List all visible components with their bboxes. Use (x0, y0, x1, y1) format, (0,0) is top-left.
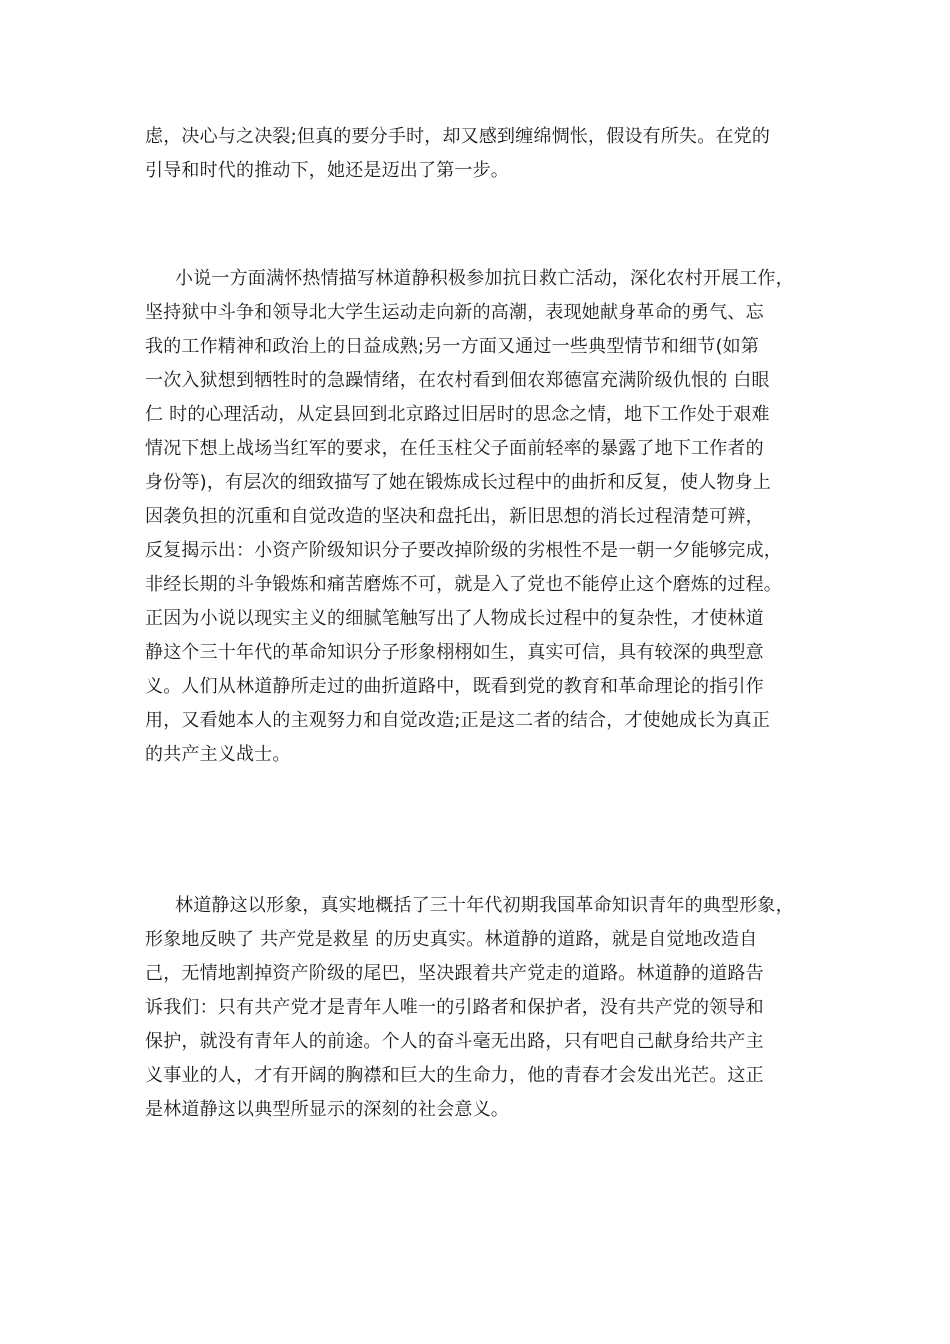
paragraph-3 (145, 889, 825, 1127)
text-line: 小说一方面满怀热情描写林道静积极参加抗日救亡活动，深化农村开展工作， (175, 268, 794, 289)
text-line: 引导和时代的推动下，她还是迈出了第一步。 (145, 160, 509, 181)
text-line: 我的工作精神和政治上的日益成熟;另一方面又通过一些典型情节和细节(如第 (145, 336, 760, 357)
text-line: 非经长期的斗争锻炼和痛苦磨炼不可，就是入了党也不能停止这个磨炼的过程。 (145, 574, 782, 595)
paragraph-2 (145, 262, 825, 772)
text-line: 情况下想上战场当红军的要求，在任玉柱父子面前轻率的暴露了地下工作者的 (145, 438, 764, 459)
text-line: 身份等)，有层次的细致描写了她在锻炼成长过程中的曲折和反复，使人物身上 (145, 472, 772, 493)
text-line: 己，无情地割掉资产阶级的尾巴，坚决跟着共产党走的道路。林道静的道路告 (145, 963, 764, 984)
text-line: 正因为小说以现实主义的细腻笔触写出了人物成长过程中的复杂性，才使林道 (145, 608, 764, 629)
text-line: 诉我们：只有共产党才是青年人唯一的引路者和保护者，没有共产党的领导和 (145, 997, 764, 1018)
text-line: 的共产主义战士。 (145, 744, 291, 765)
text-line: 义。人们从林道静所走过的曲折道路中，既看到党的教育和革命理论的指引作 (145, 676, 764, 697)
text-line: 形象地反映了 共产党是救星 的历史真实。林道静的道路，就是自觉地改造自 (145, 929, 758, 950)
text-line: 用，又看她本人的主观努力和自觉改造;正是这二者的结合，才使她成长为真正 (145, 710, 771, 731)
text-line: 静这个三十年代的革命知识分子形象栩栩如生，真实可信，具有较深的典型意 (145, 642, 764, 663)
paragraph-1 (145, 120, 825, 188)
text-line: 虑，决心与之决裂;但真的要分手时，却又感到缠绵惆怅，假设有所失。在党的 (145, 126, 771, 147)
text-line: 反复揭示出：小资产阶级知识分子要改掉阶级的劣根性不是一朝一夕能够完成， (145, 540, 782, 561)
text-line: 坚持狱中斗争和领导北大学生运动走向新的高潮，表现她献身革命的勇气、忘 (145, 302, 764, 323)
text-line: 因袭负担的沉重和自觉改造的坚决和盘托出，新旧思想的消长过程清楚可辨， (145, 506, 764, 527)
text-line: 保护，就没有青年人的前途。个人的奋斗毫无出路，只有吧自己献身给共产主 (145, 1031, 764, 1052)
text-line: 一次入狱想到牺牲时的急躁情绪，在农村看到佃农郑德富充满阶级仇恨的 白眼 (145, 370, 770, 391)
text-line: 是林道静这以典型所显示的深刻的社会意义。 (145, 1099, 509, 1120)
text-line: 义事业的人，才有开阔的胸襟和巨大的生命力，他的青春才会发出光芒。这正 (145, 1065, 764, 1086)
text-line: 林道静这以形象，真实地概括了三十年代初期我国革命知识青年的典型形象， (175, 895, 794, 916)
text-line: 仁 时的心理活动，从定县回到北京路过旧居时的思念之情，地下工作处于艰难 (145, 404, 770, 425)
